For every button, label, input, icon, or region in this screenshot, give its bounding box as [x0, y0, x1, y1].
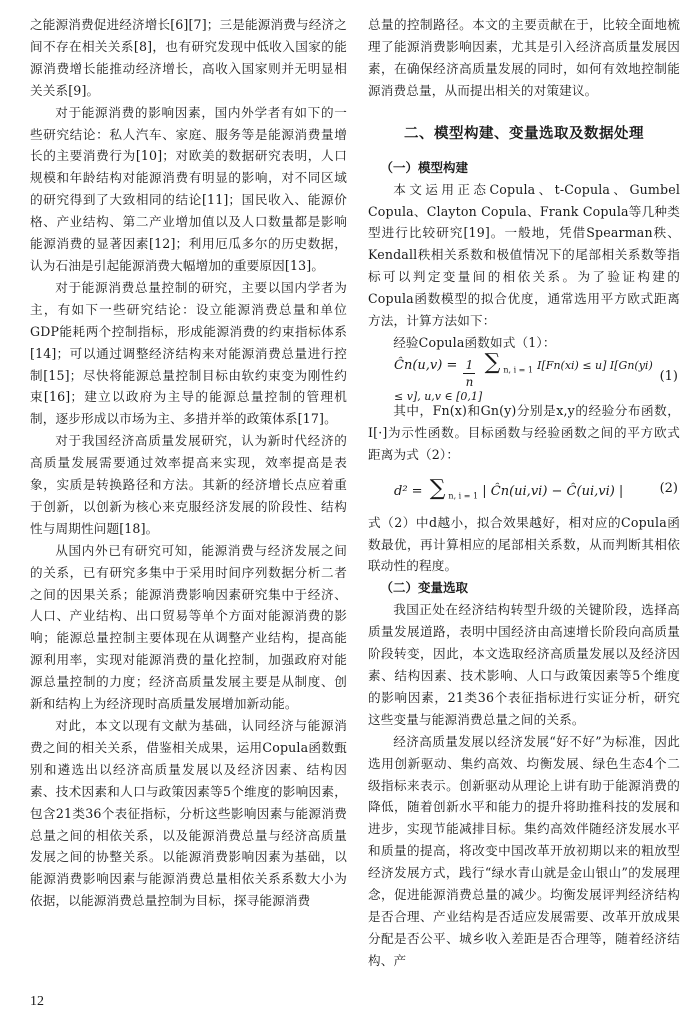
formula-2-number: (2) — [659, 481, 678, 497]
fraction-bar — [463, 373, 475, 374]
model-paragraph-3: 其中，Fn(x)和Gn(y)分别是x,y的经验分布函数，I[·]为示性函数。目标函数与经验函数之间的平方欧式距离为式（2）： — [368, 402, 680, 462]
paragraph-5: 从国内外已有研究可知，能源消费与经济发展之间的关系，已有研究多集中于采用时间序列数据分析二者之间的因果关系；能源消费影响因素研究集中于经济、人口、产业结构、出口贸易等单个方面对能源消费的影响；能源总量控制主要体现在从调整产业结构，提高能源利用率，实现对能源消费的量化控制，加强政府对能源总量控制的力度；经济高质量发展主要是从制度、创新和结构上为经济现时高质量发展增加新动能。 — [30, 542, 347, 712]
formula-2-body: | Ĉn(ui,vi) − Ĉ(ui,vi) | — [482, 484, 624, 500]
variables-paragraph-2: 经济高质量发展以经济发展“好不好”为标准，因此选用创新驱动、集约高效、均衡发展、绿色生态4个二级指标来表示。创新驱动从理论上讲有助于能源消费的降低，随着创新水平和能力的提升将助推科技的发展和进步，实现节能减排目标。集约高效伴随经济发展水平和质量的提高，将改变中国改革开放初期以来的粗放型经济发展方式，践行“绿水青山就是金山银山”的发展理念，促进能源消费总量的减少。均衡发展评判经济结构是否合理、产业结构是否适应发展需要、改革开放成果分配是否公平、城乡收入差距是否合理等，随着经济结构、产 — [368, 733, 680, 968]
variables-paragraph-1: 我国正处在经济结构转型升级的关键阶段，选择高质量发展道路，表明中国经济由高速增长阶段向高质量阶段转变，因此，本文选取经济高质量发展以及经济因素、结构因素、技术影响、人口与政策因素等5个维度的影响因素，21类36个表征指标进行实证分析，研究这些变量与能源消费总量之间的关系。 — [368, 602, 680, 727]
formula-1-body: I[Fn(xi) ≤ u] I[Gn(yi) ≤ v], u,v ∈ [0,1] — [394, 358, 653, 403]
paragraph-2: 对于能源消费的影响因素，国内外学者有如下的一些研究结论：私人汽车、家庭、服务等是能源消费量增长的主要消费行为[10]；对欧美的数据研究表明，人口规模和年龄结构对能源消费有明显的影响，对不同区域的研究得到了大致相同的结论[11]；国民收入、能源价格、产业结构、第二产业增加值以及人口数量都是影响能源消费的显著因素[12]；利用厄瓜多尔的历史数据，认为石油是引起能源消费大幅增加的重要原因[13]。 — [30, 104, 347, 273]
page-number: 12 — [30, 994, 44, 1009]
formula-2-sum-limits: n, i = 1 — [448, 491, 479, 501]
left-column — [30, 14, 347, 912]
formula-1-number: (1) — [659, 369, 678, 385]
formula-1-fraction — [463, 358, 475, 389]
formula-2 — [368, 466, 680, 512]
summation-icon: ∑ — [429, 476, 446, 502]
paragraph-1: 之能源消费促进经济增长[6][7]；三是能源消费与经济之间不存在相关关系[8]，也有研究发现中低收入国家的能源消费增长能推动经济增长，高收入国家则并无明显相关关系[9]。 — [30, 17, 347, 98]
model-paragraph-2: 经验Copula函数如式（1）： — [393, 334, 556, 350]
right-column — [368, 14, 680, 972]
formula-1-lhs: Ĉn(u,v) = — [394, 357, 458, 373]
subsection-title-variables: （二）变量选取 — [380, 580, 469, 596]
summation-icon: ∑ — [484, 349, 501, 375]
formula-1-denominator: n — [465, 374, 474, 389]
formula-1-numerator: 1 — [465, 357, 474, 372]
formula-1-expression — [394, 350, 660, 404]
model-paragraph-4: 式（2）中d越小，拟合效果越好，相对应的Copula函数最优，再计算相应的尾部相关系数，从而判断其相依联动性的程度。 — [368, 514, 680, 574]
paragraph-6: 对此，本文以现有文献为基础，认同经济与能源消费之间的相关关系，借鉴相关成果，运用Copula函数甄别和遴选出以经济高质量发展以及经济因素、结构因素、技术因素和人口与政策因素等5个维度的影响因素，包含21类36个表征指标，分析这些影响因素与能源消费总量之间的相依关系，以及能源消费总量与经济高质量发展之间的协整关系。以能源消费影响因素为基础，以能源消费影响因素与能源消费总量相依关系系数大小为依据，以能源消费总量控制为目标，探寻能源消费 — [30, 718, 347, 909]
formula-2-lhs: d² = — [394, 484, 423, 500]
paragraph-3: 对于能源消费总量控制的研究，主要以国内学者为主，有如下一些研究结论：设立能源消费总量和单位GDP能耗两个控制指标，形成能源消费的约束指标体系[14]；可以通过调整经济结构来对能源消费总量进行控制[15]；尽快将能源总量控制目标由软约束变为刚性约束[16]；建立以政府为主导的能源总量控制的管理机制，逐步形成以市场为主、多措并举的政策体系[17]。 — [30, 279, 347, 427]
formula-1-sum-limits: n, i = 1 — [503, 365, 534, 375]
model-paragraph-1: 本文运用正态Copula、t-Copula、Gumbel Copula、Clayton Copula、Frank Copula等几种类型进行比较研究[19]。一般地，凭借Spearman秩、Kendall秩相关系数和极值情况下的尾部相关系数等指标可以判定变量间的相依关系。为了验证构建的Copula函数模型的拟合优度，通常选用平方欧式距离方法，计算方法如下： — [368, 181, 680, 329]
subsection-title-model: （一）模型构建 — [380, 159, 469, 175]
formula-2-expression — [394, 476, 623, 501]
section-title: 二、模型构建、变量选取及数据处理 — [404, 125, 644, 142]
paragraph-4: 对于我国经济高质量发展研究，认为新时代经济的高质量发展需要通过效率提高来实现，效率提高是表象，实质是转换路径和方法。其新的经济增长点应着重于创新，以创新为核心来克服经济发展的阶段性、结构性与周期性问题[18]。 — [30, 433, 347, 536]
formula-1 — [368, 349, 680, 403]
intro-paragraph: 总量的控制路径。本文的主要贡献在于，比较全面地梳理了能源消费影响因素，尤其是引入经济高质量发展因素，在确保经济高质量发展的同时，如何有效地控制能源消费总量，从而提出相关的对策建议。 — [368, 17, 680, 98]
